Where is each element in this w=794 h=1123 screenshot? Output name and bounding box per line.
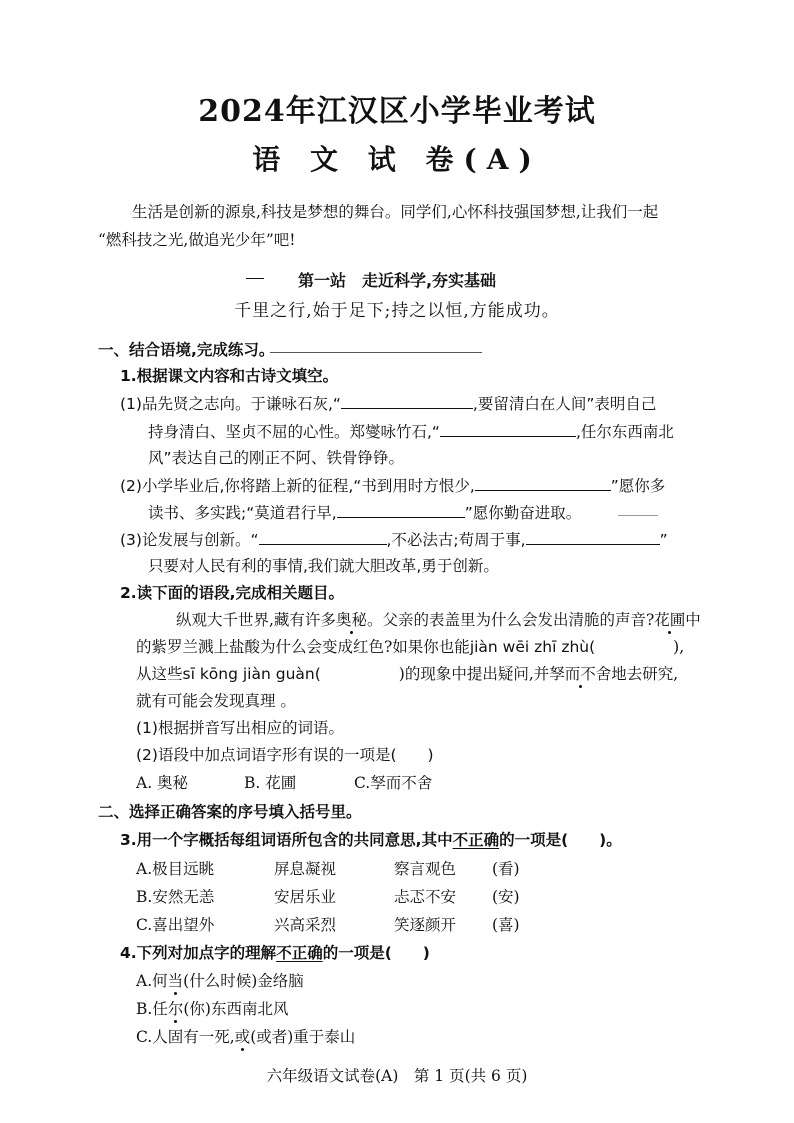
q4-opt-text: (或者)重于泰山 xyxy=(250,1028,356,1046)
q2-para-line1 xyxy=(176,609,701,631)
q1-p2-text-c: 读书、多实践;“莫道君行早, xyxy=(148,504,337,522)
answer-blank[interactable] xyxy=(475,474,611,491)
section2-heading: 二、选择正确答案的序号填入括号里。 xyxy=(98,803,362,821)
q2-sub2: (2)语段中加点词语字形有误的一项是( ) xyxy=(136,746,434,764)
q4-option-b[interactable] xyxy=(136,998,288,1020)
q3-row-b-c1[interactable]: B.安然无恙 xyxy=(136,888,215,906)
q2-para-line4: 就有可能会发现真理 。 xyxy=(136,692,296,710)
scan-artifact-line-2 xyxy=(618,515,658,516)
q4-opt-text: (什么时候)金络脑 xyxy=(183,972,304,990)
q3-row-c-c4: (喜) xyxy=(492,916,520,934)
q3-underlined: 不正确 xyxy=(452,831,500,849)
q4-opt-text: B.任 xyxy=(136,1000,168,1018)
q4-opt-text: (你)东西南北风 xyxy=(183,1000,289,1018)
q2-para-text: 纵观大千世界,藏有许多 xyxy=(176,611,336,629)
section1-heading: 一、结合语境,完成练习。 xyxy=(98,341,275,359)
q3-stem-text: 3.用一个字概括每组词语所包含的共同意思,其中 xyxy=(120,831,453,849)
intro-line-2: “燃科技之光,做追光少年”吧! xyxy=(98,231,296,249)
q2-para-line3 xyxy=(136,663,678,685)
q3-row-b-c4: (安) xyxy=(492,888,520,906)
q2-option-c[interactable]: C.孥而不舍 xyxy=(354,774,433,792)
q4-opt-text: A.何 xyxy=(136,972,168,990)
q1-part2-line2 xyxy=(148,501,581,524)
q2-para-text: 中 xyxy=(685,611,701,629)
q1-part3-line1 xyxy=(120,528,668,551)
q3-row-b-c3: 忐忑不安 xyxy=(394,888,457,906)
q3-stem xyxy=(120,829,622,851)
q4-stem-text: 4.下列对加点字的理解 xyxy=(120,944,277,962)
q1-p3-text-c: ” xyxy=(659,531,668,549)
q1-p3-text-a: (3)论发展与创新。“ xyxy=(120,531,259,549)
q4-stem-text: 的一项是( ) xyxy=(322,944,430,962)
q1-p3-text-b: ,不必法古;苟周于事, xyxy=(386,531,526,549)
dotted-char: 或 xyxy=(234,1028,251,1046)
q1-p1-text-b: ,要留清白在人间”表明自己 xyxy=(472,395,657,413)
dotted-word-qieerbushe: 孥而不舍 xyxy=(549,665,612,683)
exam-subtitle: 语 文 试 卷(A) xyxy=(252,143,542,176)
q1-part3-line2: 只要对人民有利的事情,我们就大胆改革,勇于创新。 xyxy=(148,557,499,575)
q2-para-text: ), xyxy=(673,638,685,656)
q1-p2-text-b: ”愿你多 xyxy=(610,477,666,495)
answer-blank[interactable] xyxy=(337,501,465,518)
q3-row-c-c1[interactable]: C.喜出望外 xyxy=(136,916,215,934)
q3-row-c-c3: 笑逐颜开 xyxy=(394,916,457,934)
q2-para-text: 。父亲的表盖里为什么会发出清脆的声音? xyxy=(366,611,655,629)
intro-line-1: 生活是创新的源泉,科技是梦想的舞台。同学们,心怀科技强国梦想,让我们一起 xyxy=(132,203,659,221)
q2-para-text: )的现象中提出疑问,并 xyxy=(398,665,550,683)
q1-part2-line1 xyxy=(120,474,665,497)
q2-para-text: 从这些 xyxy=(136,665,183,683)
q2-option-a[interactable]: A. 奥秘 xyxy=(136,774,189,792)
q3-row-a-c1[interactable]: A.极目远眺 xyxy=(136,860,215,878)
answer-blank[interactable] xyxy=(526,528,660,545)
q4-opt-text: C.人固有一死, xyxy=(136,1028,235,1046)
q4-underlined: 不正确 xyxy=(276,944,323,962)
q1-part1-line2 xyxy=(148,420,674,443)
dotted-word-huapu: 花圃 xyxy=(654,611,686,629)
answer-blank[interactable] xyxy=(341,392,473,409)
q3-row-a-c2: 屏息凝视 xyxy=(274,860,337,878)
q2-sub1: (1)根据拼音写出相应的词语。 xyxy=(136,719,344,737)
q1-stem: 1.根据课文内容和古诗文填空。 xyxy=(120,367,339,385)
q3-row-a-c3: 察言观色 xyxy=(394,860,457,878)
q1-p2-text-a: (2)小学毕业后,你将踏上新的征程,“书到用时方恨少, xyxy=(120,477,475,495)
q3-row-c-c2: 兴高采烈 xyxy=(274,916,337,934)
q1-p1-text-a: (1)品先贤之志向。于谦咏石灰,“ xyxy=(120,395,341,413)
page-footer: 六年级语文试卷(A) 第 1 页(共 6 页) xyxy=(266,1067,528,1085)
q2-para-line2 xyxy=(136,636,684,658)
q2-stem: 2.读下面的语段,完成相关题目。 xyxy=(120,584,345,602)
q3-row-a-c4: (看) xyxy=(492,860,520,878)
answer-blank[interactable] xyxy=(440,420,576,437)
q1-p1-text-d: ,任尔东西南北 xyxy=(575,423,674,441)
q1-p1-text-c: 持身清白、坚贞不屈的心性。郑燮咏竹石,“ xyxy=(148,423,440,441)
dotted-char: 尔 xyxy=(167,1000,184,1018)
station-motto: 千里之行,始于足下;持之以恒,方能成功。 xyxy=(234,301,560,321)
q1-p2-text-d: ”愿你勤奋进取。 xyxy=(464,504,582,522)
dotted-char: 当 xyxy=(167,972,184,990)
q3-stem-text: 的一项是( )。 xyxy=(499,831,622,849)
dotted-word-aomi: 奥秘 xyxy=(335,611,367,629)
q1-part1-line3: 风”表达自己的刚正不阿、铁骨铮铮。 xyxy=(148,449,405,467)
q2-para-text: 地去研究, xyxy=(611,665,679,683)
q4-stem xyxy=(120,942,430,964)
q2-option-b[interactable]: B. 花圃 xyxy=(244,774,297,792)
q4-option-c[interactable] xyxy=(136,1026,355,1048)
pinyin-prompt: jiàn wēi zhī zhù( xyxy=(469,638,596,656)
q4-option-a[interactable] xyxy=(136,970,304,992)
q2-para-text: 的紫罗兰溅上盐酸为什么会变成红色?如果你也能 xyxy=(136,638,470,656)
q3-row-b-c2: 安居乐业 xyxy=(274,888,337,906)
q1-part1-line1 xyxy=(120,392,656,415)
station-title: 第一站 走近科学,夯实基础 xyxy=(297,271,497,290)
answer-blank[interactable] xyxy=(259,528,387,545)
exam-title: 2024年江汉区小学毕业考试 xyxy=(198,94,596,129)
scan-artifact-line xyxy=(270,352,482,353)
pinyin-prompt: sī kōng jiàn guàn( xyxy=(182,665,321,683)
